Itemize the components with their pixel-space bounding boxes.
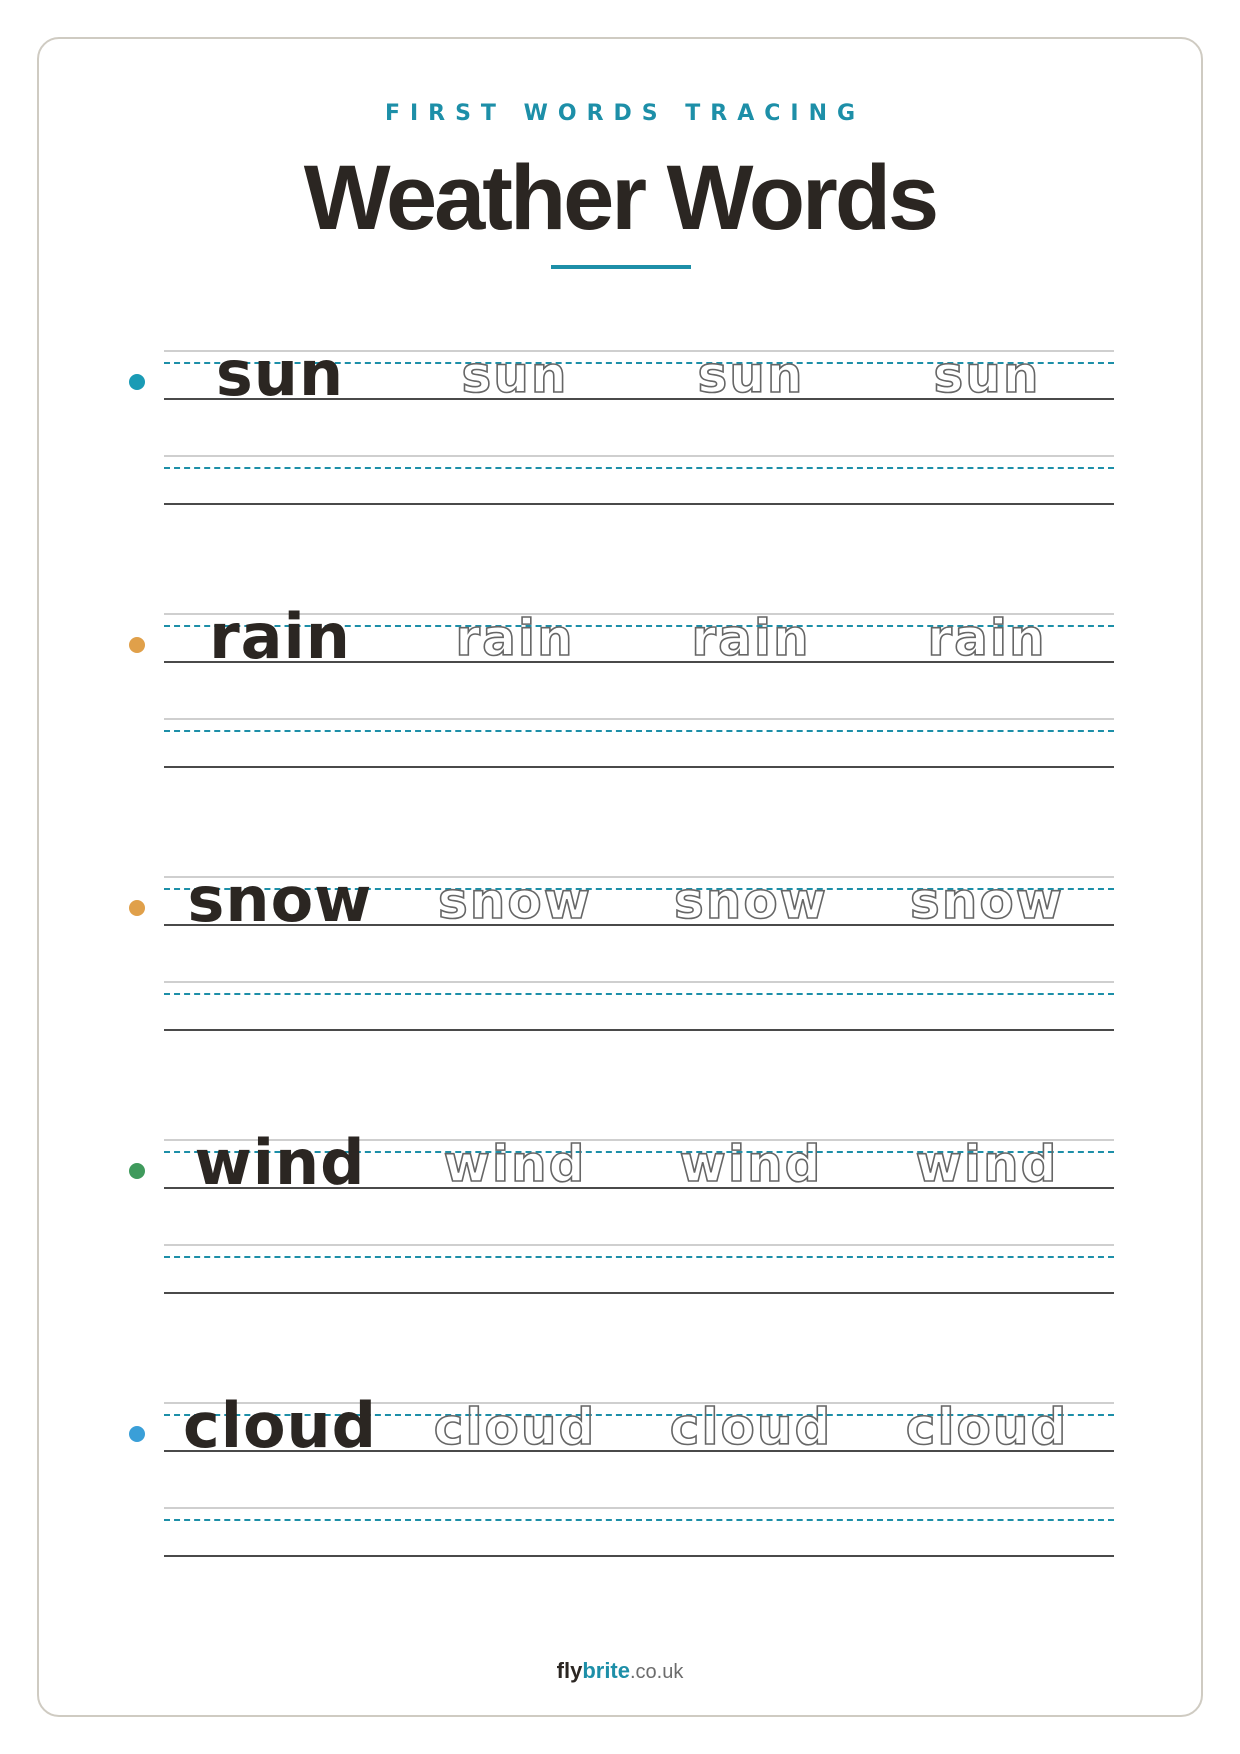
worksheet-subtitle: FIRST WORDS TRACING: [384, 101, 866, 126]
trace-word: snow: [910, 872, 1064, 930]
trace-word: sun: [933, 346, 1041, 404]
guide-line-midline: [164, 467, 1114, 469]
guide-line-top: [164, 1244, 1114, 1246]
row-bullet: [129, 637, 145, 653]
tracing-row: [0, 1389, 1240, 1572]
model-word: sun: [215, 337, 345, 410]
guide-line-midline: [164, 993, 1114, 995]
brand-name-part2: brite: [582, 1658, 630, 1683]
model-word: wind: [194, 1126, 366, 1199]
guide-line-baseline: [164, 503, 1114, 505]
guide-line-baseline: [164, 1555, 1114, 1557]
guide-line-midline: [164, 1256, 1114, 1258]
trace-word: sun: [461, 346, 569, 404]
model-word: cloud: [182, 1389, 378, 1462]
row-bullet: [129, 900, 145, 916]
trace-word: rain: [927, 609, 1047, 667]
tracing-row: [0, 337, 1240, 520]
model-word: snow: [187, 863, 373, 936]
guide-line-midline: [164, 730, 1114, 732]
trace-word: snow: [438, 872, 592, 930]
model-word: rain: [209, 600, 351, 673]
trace-word: wind: [443, 1135, 587, 1193]
row-bullet: [129, 1163, 145, 1179]
guide-line-baseline: [164, 766, 1114, 768]
trace-word: snow: [674, 872, 828, 930]
footer-brand: [0, 1658, 1240, 1685]
guide-line-top: [164, 981, 1114, 983]
guide-line-top: [164, 455, 1114, 457]
trace-word: cloud: [669, 1398, 833, 1456]
brand-name-part1: fly: [556, 1658, 583, 1683]
guide-line-midline: [164, 1519, 1114, 1521]
guide-line-top: [164, 718, 1114, 720]
trace-word: sun: [697, 346, 805, 404]
trace-word: wind: [679, 1135, 823, 1193]
guide-line-top: [164, 1507, 1114, 1509]
worksheet-title: Weather Words: [303, 147, 937, 249]
trace-word: rain: [455, 609, 575, 667]
trace-word: wind: [915, 1135, 1059, 1193]
trace-word: rain: [691, 609, 811, 667]
tracing-row: [0, 600, 1240, 783]
row-bullet: [129, 374, 145, 390]
guide-line-baseline: [164, 1292, 1114, 1294]
tracing-row: [0, 863, 1240, 1046]
brand-domain: .co.uk: [630, 1661, 684, 1683]
trace-word: cloud: [905, 1398, 1069, 1456]
trace-word: cloud: [433, 1398, 597, 1456]
guide-line-baseline: [164, 1029, 1114, 1031]
row-bullet: [129, 1426, 145, 1442]
title-underline: [551, 265, 691, 269]
tracing-row: [0, 1126, 1240, 1309]
